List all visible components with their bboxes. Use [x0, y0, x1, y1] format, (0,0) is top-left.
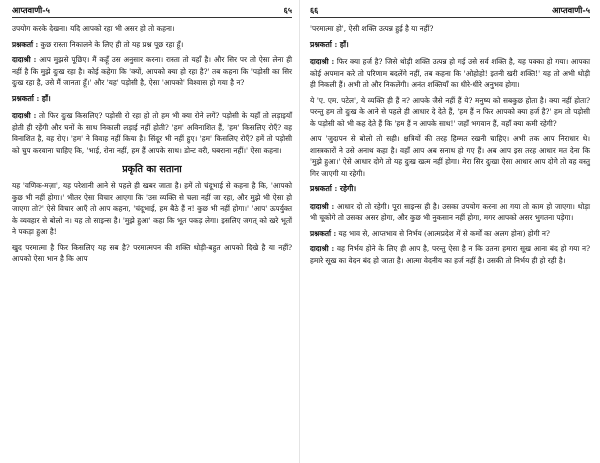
section-title: प्रकृति का सताना — [122, 164, 182, 175]
right-paragraph-1: 'परमात्मा हो', ऐसी शक्ति उत्पन्न हुई है या नहीं? — [310, 24, 434, 33]
right-page-number: ६६ — [310, 5, 319, 15]
right-question-2 — [310, 183, 590, 199]
left-paragraph-1: उपयोग करके देखना। यदि आपको रहा भी असर हो तो कहना। — [12, 24, 175, 33]
left-answer-2 — [12, 110, 292, 156]
right-header-title: आप्तवाणी-५ — [552, 5, 590, 15]
questioner-label: प्रश्नकर्ता : — [310, 228, 337, 238]
right-page-header — [310, 4, 590, 18]
dadashri-label: दादाश्री : — [12, 55, 37, 64]
right-paragraph-2: ये 'ए. एम. पटेल', ये व्यक्ति ही हैं न? आपके जैसे नहीं हैं ये? मनुष्य को सबकुछ होता है। क्या नहीं होता? परन्तु हम तो दुःख के आने से पहले ही आधार दे देते हैं, 'हम हैं न फिर आपको क्या हर्ज है?' हम तो पड़ोसी के पड़ोसी को भी कह देते हैं कि 'हम हैं न आपके साथ!' जहाँ भगवान हैं, वहाँ क्या कमी रहेगी? — [310, 95, 590, 128]
answer-text: आधार दो तो रहेगी। पूरा साइन्स ही है। उसका उपयोग करना आ गया तो काम हो जाएगा। थोड़ा भी चूकोगे तो उसका असर होगा, और कुछ भी नुकसान नहीं होगा, मगर आपको असर भुगतना पड़ेगा। — [310, 201, 591, 222]
right-question-3 — [310, 228, 590, 240]
answer-text: वह निर्भय होने के लिए ही आप है, परन्तु ऐसा है न कि उतना हमारा सूख आना बंद हो गया न? हमारे सूख का वेदन बंद हो जाता है। आत्मा वेदनीय का हर्ज नहीं है। उसकी तो निर्भय ही हो रही है। — [310, 244, 591, 265]
questioner-reply: प्रश्नकर्ता : रहेगी। — [310, 184, 357, 193]
questioner-reply: प्रश्नकर्ता : हाँ। — [310, 39, 349, 49]
left-question-2 — [12, 93, 292, 109]
question-text: कुछ रास्ता निकालने के लिए ही तो यह प्रश्न पूछ रहा हूँ। — [38, 39, 184, 49]
dadashri-label: दादाश्री : — [310, 201, 335, 211]
dadashri-label: दादाश्री : — [12, 111, 37, 120]
left-answer-1 — [12, 54, 292, 89]
right-answer-1 — [310, 56, 590, 91]
left-question-1 — [12, 39, 292, 51]
right-page — [300, 0, 600, 463]
answer-text: फिर क्या हर्ज है? जिसे थोड़ी शक्ति उत्पन्न हो गई उसे सर्व शक्ति है, यह पक्का हो गया। आपका कोई अपमान करे तो परिणाम बदलेंगे नहीं, तब कहना कि 'ओहोहो! इतनी खरी शक्ति!' यह तो अभी थोड़ी ही निकली हैं। अभी तो और निकलेंगी। अनंत शक्तियाँ का धीरे-धीरे अनुभव होगा। — [310, 57, 590, 89]
questioner-reply: प्रश्नकर्ता : हाँ। — [12, 93, 51, 103]
dadashri-label: दादाश्री : — [310, 57, 335, 66]
left-header-title: आप्तवाणी-५ — [12, 5, 50, 15]
left-page-number: ६५ — [283, 5, 292, 15]
questioner-label: प्रश्नकर्ता : — [12, 39, 39, 49]
answer-text: आप मुझसे पूछिए। मैं कहूँ उस अनुसार करना। रास्ता तो यहाँ है। और सिर पर तो ऐसा लेना ही नहीं है कि मुझे दुःख रहा है। कोई कहेगा कि 'क्यों, आपको क्या हो रहा है?' तब कहना कि 'पड़ोसी का सिर दुःख रहा है, उसे मैं जानता हूँ।' और 'यह' पड़ोसी है, ऐसा 'आपको' विश्वास हो गया है न? — [12, 55, 292, 87]
left-section-paragraph-1: यह 'वणिक-मज़ा', यह परेशानी आने से पहले ही खबर जाता है। हमें तो चंदूभाई से कहना है कि, 'आपको कुछ भी नहीं होगा।' भीतर ऐसा विचार आएगा कि 'उस व्यक्ति से चला नहीं जा रहा, और मुझे भी ऐसा हो जाएगा तो?' ऐसे विचार आएँ तो आप कहना, 'चंदूभाई, हम बैठे हैं न! कुछ भी नहीं होगा।' 'आप' ऊपर्युक्त के व्यवहार से बोलो न। यह तो साइन्स है। 'मुझे हुआ' कहा कि भूत पकड़ लेगा। इसलिए जगत् को खरे भूतों ने पकड़ा हुआ है! — [12, 181, 292, 236]
left-page-header — [12, 4, 292, 18]
answer-text: तो फिर दुःख किसलिए? पड़ोसी रो रहा हो तो हम भी क्या रोने लगें? पड़ोसी के यहाँ तो लड़ाइयाँ होती ही रहेंगी और घनों के साथ निकाली लड़ाई नहीं होती? 'हम' अविनाशित हैं, 'हम' किसलिए रोएँ? वह विनाशित है, वह रोए। 'हम' ने विवाह नहीं किया है। सिंदूर भी नहीं हुए। 'हम' किसलिए रोएँ? हमें तो पड़ोसी को चुप करवाना चाहिए कि, 'भाई, रोना नहीं, हम हैं आपके साथ। डोन्ट वरी, घबराना नहीं।' ऐसा कहना। — [12, 111, 292, 155]
right-answer-3 — [310, 243, 590, 266]
question-text: यह भाव से, आप्तभाव से निर्भय (आत्मप्रदेश में से कर्मों का अलग होना) होगी न? — [336, 228, 550, 238]
right-paragraph-3: आप 'जुदापन से बोलो तो सही। क्षत्रियों की तरह हिम्मत रखनी चाहिए। अभी तक आप निराधार थे। शास्त्रकारों ने उसे अनाथ कहा है। वहाँ आप अब सनाथ हो गए हैं। अब आप इस तरह आधार मत देना कि 'मुझे हुआ।' ऐसे आधार दोगे तो यह दुःख खत्म नहीं होगा। मेरा सिर दुःखा ऐसा आधार आप दोगे तो वह वस्तु गिर जाएगी या रहेगी। — [310, 134, 590, 178]
right-question-1 — [310, 39, 590, 55]
dadashri-label: दादाश्री : — [310, 244, 335, 253]
right-answer-2 — [310, 201, 590, 224]
left-section-paragraph-2: खुद परमात्मा है फिर किसलिए यह सब है? परमात्मपन की शक्ति थोड़ी-बहुत आपको दिखे है या नहीं? आपको ऐसा भान है कि आप — [12, 242, 292, 263]
